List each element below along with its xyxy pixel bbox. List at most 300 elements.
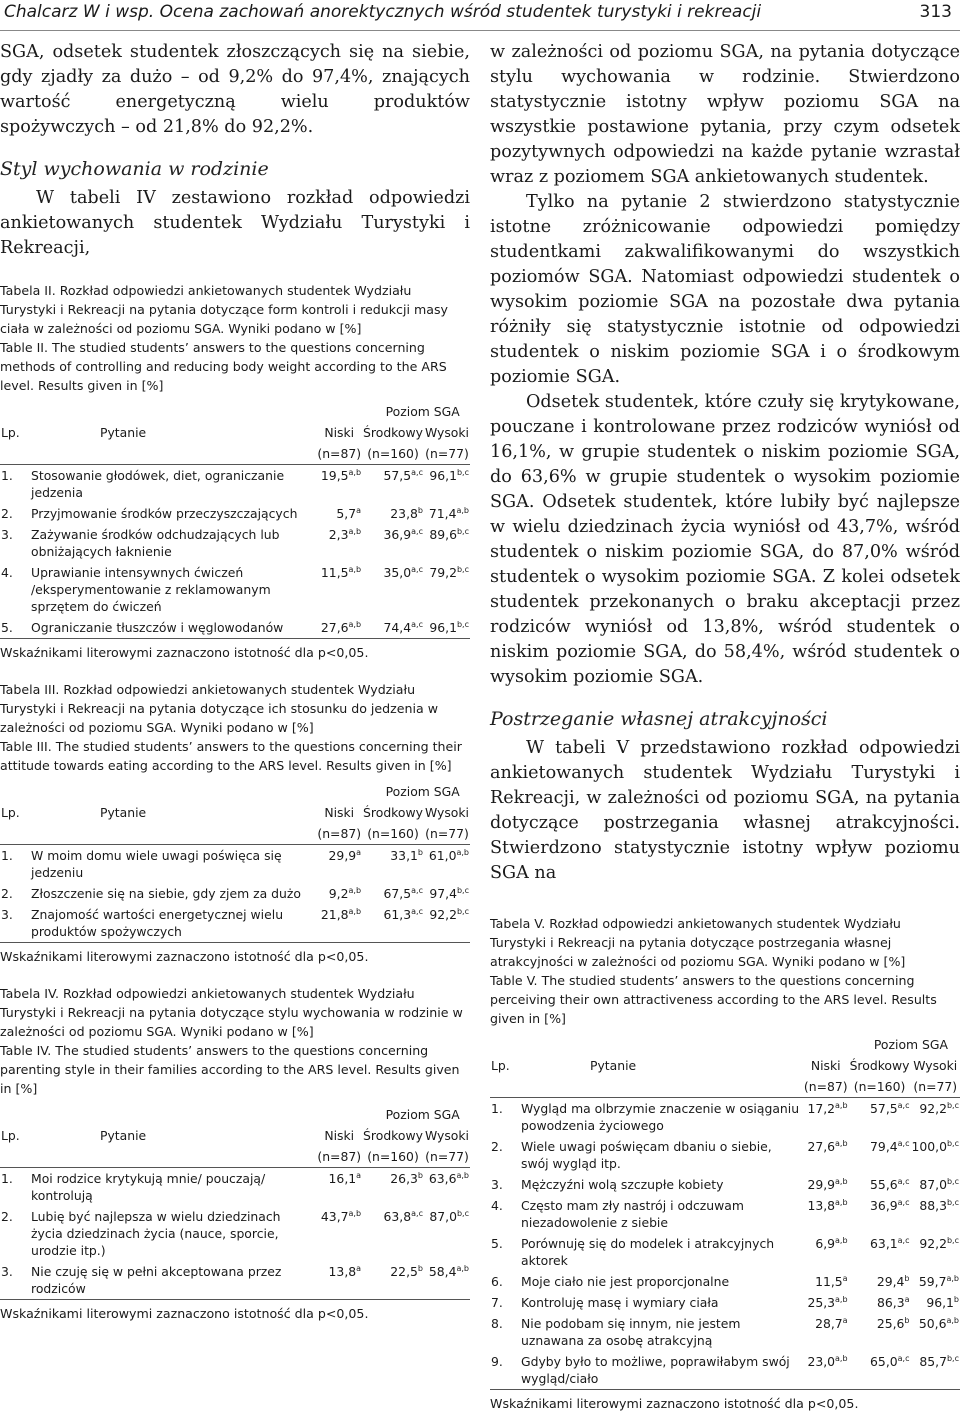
table-row [0,1168,470,1207]
row-question: Stosowanie głodówek, diet, ograniczanie jedzenia [31,468,285,500]
col-header-n-niski: (n=87) [317,446,362,461]
cell-value: 67,5 [383,886,412,901]
table-row [490,1351,960,1390]
significance-mark: b,c [946,1138,959,1148]
col-header-n-srodkowy: (n=160) [367,826,419,841]
cell-value: 27,6 [320,620,349,635]
cell-srodkowy [362,503,424,524]
cell-srodkowy [849,1195,911,1233]
col-header-niski: Niski [324,1128,355,1143]
table-header-row [0,1104,470,1125]
cell-wysoki [424,562,470,617]
cell-value: 29,4 [876,1274,905,1289]
row-number: 3. [1,527,13,542]
cell-niski [803,1313,849,1351]
cell-value: 17,2 [807,1101,836,1116]
cell-srodkowy [849,1351,911,1390]
significance-mark: b,c [946,1353,959,1363]
significance-mark: a,c [411,906,423,916]
cell-wysoki [910,1098,960,1137]
col-header-n-srodkowy: (n=160) [853,1079,906,1094]
cell-value: 13,8 [807,1198,836,1213]
cell-wysoki [424,465,470,504]
row-number: 6. [491,1274,503,1289]
significance-mark: a,b [946,1315,959,1325]
significance-mark: a,b [456,1263,469,1273]
row-number: 3. [491,1177,503,1192]
table-row [0,845,470,884]
cell-niski [316,883,362,904]
cell-value: 29,9 [328,848,357,863]
cell-niski [803,1233,849,1271]
cell-value: 63,8 [383,1209,412,1224]
significance-mark: a,c [897,1197,910,1207]
table-row [0,617,470,639]
significance-mark: a,c [897,1353,910,1363]
cell-value: 96,1 [429,468,457,483]
cell-niski [803,1351,849,1390]
significance-mark: b,c [456,619,469,629]
cell-value: 50,6 [918,1316,947,1331]
cell-value: 36,9 [383,527,412,542]
cell-value: 61,3 [383,907,412,922]
significance-mark: a,b [456,847,469,857]
table-3-caption-en: Table III. The studied students’ answers to the questions concerning their attitude towards eating according to the ARS level. Results given in [%] [0,739,462,773]
cell-wysoki [424,845,470,884]
cell-value: 21,8 [320,907,349,922]
cell-value: 79,4 [870,1139,898,1154]
cell-value: 11,5 [320,565,349,580]
cell-niski [316,1168,362,1207]
col-header-n-wysoki: (n=77) [425,446,469,461]
col-header-question: Pytanie [100,1128,147,1143]
row-question: Moje ciało nie jest proporcjonalne [521,1274,730,1289]
table-row [0,562,470,617]
cell-niski [316,845,362,884]
table-header-row [490,1034,960,1055]
table-row [490,1233,960,1271]
table-4-caption-en: Table IV. The studied students’ answers to the questions concerning parenting style in their families according to the ARS level. Results given in [%] [0,1043,460,1096]
table-4-block [0,984,470,1321]
col-header-wysoki: Wysoki [913,1058,958,1073]
row-question: Lubię być najlepsza w wielu dziedzinach życia dziedzinach życia (nauce, sporcie, urodzie itp.) [31,1209,281,1258]
cell-value: 36,9 [870,1198,898,1213]
cell-value: 63,1 [870,1236,898,1251]
row-number: 7. [491,1295,503,1310]
cell-niski [316,562,362,617]
cell-value: 87,0 [429,1209,457,1224]
col-header-lp: Lp. [1,805,20,820]
cell-srodkowy [362,1261,424,1300]
significance-mark: a,c [411,619,423,629]
table-3-note: Wskaźnikami literowymi zaznaczono istotność dla p<0,05. [0,949,369,964]
row-number: 5. [491,1236,503,1251]
cell-value: 58,4 [428,1264,457,1279]
cell-value: 86,3 [876,1295,905,1310]
right-paragraph-2: Tylko na pytanie 2 stwierdzono statystycznie istotne zróżnicowanie odpowiedzi pomiędzy studentkami zakwalifikowanymi do wszystkich poziomów SGA. Natomiast odpowiedzi studentek o wysokim poziomie SGA na pozostałe dwa pytania różniły się statystycznie istotnie od odpowiedzi studentek o niskim poziomie SGA i o środkowym poziomie SGA. [490,192,960,387]
col-header-srodkowy: Środkowy [363,805,423,820]
significance-mark: a [356,1170,362,1180]
cell-value: 97,4 [429,886,457,901]
cell-srodkowy [362,1168,424,1207]
table-row [0,465,470,504]
running-header [0,0,960,31]
cell-value: 5,7 [336,506,357,521]
significance-mark: b [904,1273,910,1283]
table-row [490,1195,960,1233]
significance-mark: b,c [946,1176,959,1186]
cell-wysoki [910,1351,960,1390]
table-4-note: Wskaźnikami literowymi zaznaczono istotność dla p<0,05. [0,1306,369,1321]
cell-niski [803,1271,849,1292]
table-header-row [0,781,470,802]
significance-mark: a,b [348,1208,362,1218]
col-header-wysoki: Wysoki [424,805,469,820]
col-header-niski: Niski [324,425,355,440]
significance-mark: b,c [456,526,469,536]
row-question: Zażywanie środków odchudzających lub obniżających łaknienie [31,527,280,559]
cell-value: 74,4 [383,620,412,635]
col-header-n-wysoki: (n=77) [425,1149,469,1164]
table-4-caption-pl: Tabela IV. Rozkład odpowiedzi ankietowanych studentek Wydziału Turystyki i Rekreacji na pytania dotyczące stylu wychowania w rodzinie w zależności od poziomu SGA. Wyniki podano w [%] [0,986,463,1039]
significance-mark: b,c [456,906,469,916]
table-2-caption-pl: Tabela II. Rozkład odpowiedzi ankietowanych studentek Wydziału Turystyki i Rekreacji na pytania dotyczące form kontroli i redukcji masy ciała w zależności od poziomu SGA. Wyniki podano w [%] [0,283,448,336]
cell-srodkowy [362,524,424,562]
cell-value: 61,0 [428,848,457,863]
left-column [0,40,470,1321]
cell-srodkowy [849,1292,911,1313]
row-question: W moim domu wiele uwagi poświęca się jedzeniu [31,848,282,880]
cell-value: 96,1 [429,620,457,635]
cell-wysoki [910,1271,960,1292]
table-2-block [0,281,470,660]
row-number: 4. [1,565,13,580]
significance-mark: b,c [946,1235,959,1245]
cell-value: 57,5 [383,468,412,483]
significance-mark: a,c [411,885,423,895]
cell-value: 6,9 [815,1236,836,1251]
cell-niski [803,1195,849,1233]
significance-mark: a,c [897,1138,910,1148]
table-row [490,1174,960,1195]
cell-value: 13,8 [328,1264,357,1279]
section-title-attractiveness: Postrzeganie własnej atrakcyjności [490,708,828,730]
row-number: 1. [1,468,13,483]
col-header-lp: Lp. [1,1128,20,1143]
significance-mark: a,b [348,885,362,895]
col-header-srodkowy: Środkowy [363,1128,423,1143]
table-4 [0,1104,470,1300]
cell-value: 28,7 [815,1316,843,1331]
col-header-n-niski: (n=87) [317,1149,362,1164]
significance-mark: a,b [835,1197,848,1207]
table-3-block [0,680,470,964]
significance-mark: a,c [411,467,423,477]
table-row [490,1292,960,1313]
cell-srodkowy [849,1271,911,1292]
col-header-n-srodkowy: (n=160) [367,446,419,461]
cell-wysoki [424,1261,470,1300]
col-header-n-niski: (n=87) [803,1079,848,1094]
significance-mark: a,b [348,564,362,574]
cell-value: 23,0 [807,1354,836,1369]
cell-value: 22,5 [390,1264,418,1279]
row-number: 1. [1,1171,13,1186]
significance-mark: a,b [348,619,362,629]
significance-mark: a [904,1294,910,1304]
cell-wysoki [424,524,470,562]
right-column [490,40,960,1411]
cell-value: 33,1 [390,848,418,863]
table-row [490,1136,960,1174]
cell-niski [316,617,362,639]
cell-srodkowy [849,1233,911,1271]
table-row [0,524,470,562]
cell-niski [316,1261,362,1300]
col-header-sga-level: Poziom SGA [385,784,460,799]
row-number: 9. [491,1354,503,1369]
cell-srodkowy [362,904,424,943]
cell-value: 55,6 [870,1177,898,1192]
left-paragraph-2: W tabeli IV zestawiono rozkład odpowiedzi ankietowanych studentek Wydziału Turystyki i Rekreacji, [0,188,470,258]
cell-wysoki [424,617,470,639]
cell-value: 87,0 [919,1177,947,1192]
cell-srodkowy [362,1206,424,1261]
col-header-n-niski: (n=87) [317,826,362,841]
table-row [0,1261,470,1300]
cell-value: 71,4 [428,506,457,521]
cell-value: 35,0 [383,565,412,580]
col-header-question: Pytanie [100,425,147,440]
row-number: 5. [1,620,13,635]
significance-mark: b [904,1315,910,1325]
table-row [490,1313,960,1351]
significance-mark: a,c [897,1176,910,1186]
cell-value: 96,1 [926,1295,954,1310]
right-paragraph-4: W tabeli V przedstawiono rozkład odpowiedzi ankietowanych studentek Wydziału Turystyki i Rekreacji, w zależności od poziomu SGA, na pytania dotyczące postrzegania własnej atrakcyjności. Stwierdzono statystycznie istotny wpływ poziomu SGA na [490,738,960,883]
cell-srodkowy [849,1313,911,1351]
table-5-caption-en: Table V. The studied students’ answers to the questions concerning perceiving their own attractiveness according to the ARS level. Results given in [%] [490,973,937,1026]
cell-wysoki [910,1136,960,1174]
row-number: 2. [491,1139,503,1154]
significance-mark: b [953,1294,959,1304]
cell-value: 59,7 [918,1274,947,1289]
row-question: Moi rodzice krytykują mnie/ pouczają/ kontrolują [31,1171,266,1203]
significance-mark: a,b [456,1170,469,1180]
cell-value: 92,2 [429,907,457,922]
cell-value: 57,5 [870,1101,898,1116]
significance-mark: a,b [348,526,362,536]
cell-value: 88,3 [919,1198,947,1213]
col-header-sga-level: Poziom SGA [385,1107,460,1122]
row-question: Ograniczanie tłuszczów i węglowodanów [31,620,284,635]
row-number: 1. [491,1101,503,1116]
row-question: Nie podobam się innym, nie jestem uznawana za osobę atrakcyjną [521,1316,741,1348]
significance-mark: a,c [897,1235,910,1245]
table-5-block [490,914,960,1411]
table-row [0,503,470,524]
cell-wysoki [424,883,470,904]
cell-srodkowy [362,617,424,639]
significance-mark: b [417,505,423,515]
row-question: Wiele uwagi poświęcam dbaniu o siebie, swój wygląd itp. [521,1139,772,1171]
row-number: 2. [1,1209,13,1224]
col-header-n-wysoki: (n=77) [913,1079,958,1094]
significance-mark: a,b [835,1100,848,1110]
table-row [490,1271,960,1292]
cell-wysoki [910,1195,960,1233]
significance-mark: a [356,505,362,515]
row-question: Mężczyźni wolą szczupłe kobiety [521,1177,724,1192]
significance-mark: a [356,1263,362,1273]
significance-mark: b,c [456,885,469,895]
cell-wysoki [424,904,470,943]
cell-niski [316,524,362,562]
cell-value: 25,3 [807,1295,836,1310]
col-header-wysoki: Wysoki [424,425,469,440]
row-question: Uprawianie intensywnych ćwiczeń /eksperymentowanie z reklamowanym sprzętem do ćwiczeń [31,565,271,614]
col-header-n-srodkowy: (n=160) [367,1149,419,1164]
col-header-lp: Lp. [491,1058,510,1073]
significance-mark: a,c [411,526,423,536]
significance-mark: a,c [897,1100,910,1110]
cell-niski [803,1098,849,1137]
cell-niski [803,1292,849,1313]
cell-niski [316,1206,362,1261]
table-3-caption-pl: Tabela III. Rozkład odpowiedzi ankietowanych studentek Wydziału Turystyki i Rekreacji na pytania dotyczące ich stosunku do jedzenia w zależności od poziomu SGA. Wyniki podano w [%] [0,682,439,735]
row-question: Przyjmowanie środków przeczyszczających [31,506,298,521]
col-header-niski: Niski [810,1058,841,1073]
table-row [490,1098,960,1137]
row-number: 2. [1,506,13,521]
row-number: 3. [1,1264,13,1279]
col-header-n-wysoki: (n=77) [425,826,469,841]
cell-value: 85,7 [919,1354,947,1369]
cell-value: 79,2 [429,565,457,580]
cell-srodkowy [362,562,424,617]
cell-srodkowy [849,1136,911,1174]
cell-wysoki [910,1174,960,1195]
significance-mark: a,b [835,1138,848,1148]
significance-mark: a,b [835,1353,848,1363]
row-number: 3. [1,907,13,922]
significance-mark: b,c [946,1100,959,1110]
table-header-row [0,401,470,422]
cell-value: 43,7 [320,1209,349,1224]
row-number: 2. [1,886,13,901]
significance-mark: b [417,1263,423,1273]
row-question: Często mam zły nastrój i odczuwam niezadowolenie z siebie [521,1198,744,1230]
cell-srodkowy [362,465,424,504]
cell-value: 11,5 [815,1274,843,1289]
col-header-question: Pytanie [590,1058,637,1073]
row-question: Znajomość wartości energetycznej wielu produktów spożywczych [31,907,284,939]
significance-mark: a,c [411,1208,423,1218]
significance-mark: b [417,847,423,857]
significance-mark: b,c [456,467,469,477]
page-number: 313 [919,2,952,22]
cell-wysoki [910,1233,960,1271]
significance-mark: b,c [456,564,469,574]
significance-mark: a,c [411,564,423,574]
cell-wysoki [424,1168,470,1207]
row-number: 1. [1,848,13,863]
cell-value: 89,6 [429,527,457,542]
cell-value: 23,8 [390,506,418,521]
cell-value: 92,2 [919,1101,947,1116]
table-5 [490,1034,960,1390]
col-header-wysoki: Wysoki [424,1128,469,1143]
col-header-niski: Niski [324,805,355,820]
table-5-note: Wskaźnikami literowymi zaznaczono istotność dla p<0,05. [490,1396,859,1411]
cell-wysoki [424,1206,470,1261]
cell-wysoki [910,1313,960,1351]
cell-wysoki [424,503,470,524]
cell-value: 100,0 [911,1139,947,1154]
col-header-sga-level: Poziom SGA [385,404,460,419]
significance-mark: b [417,1170,423,1180]
col-header-lp: Lp. [1,425,20,440]
row-question: Wygląd ma olbrzymie znaczenie w osiąganiu powodzenia życiowego [521,1101,800,1133]
right-paragraph-3: Odsetek studentek, które czuły się krytykowane, pouczane i kontrolowane przez rodziców wyniósł od 16,1%, w grupie studentek o niskim poziomie SGA, do 63,6% w grupie studentek o wysokim poziomie SGA. Odsetek studentek, które lubiły być najlepsze w wielu dziedzinach życia wyniósł od 43,7%, wśród studentek o niskim poziomie SGA, do 87,0% wśród studentek o wysokim poziomie SGA. Z kolei odsetek studentek przekonanych o braku akceptacji przez rodziców wyniósł od 13,8%, wśród studentek o niskim poziomie SGA, do 58,4%, wśród studentek o wysokim poziomie SGA. [490,392,960,687]
significance-mark: a [356,847,362,857]
cell-value: 92,2 [919,1236,947,1251]
significance-mark: a,b [456,505,469,515]
table-2-caption-en: Table II. The studied students’ answers to the questions concerning methods of controlling and reducing body weight according to the ARS level. Results given in [%] [0,340,447,393]
cell-srodkowy [849,1098,911,1137]
cell-srodkowy [362,883,424,904]
cell-value: 27,6 [807,1139,836,1154]
cell-value: 65,0 [870,1354,898,1369]
col-header-srodkowy: Środkowy [363,425,423,440]
significance-mark: a,b [348,467,362,477]
significance-mark: a [842,1315,848,1325]
col-header-question: Pytanie [100,805,147,820]
cell-value: 63,6 [428,1171,457,1186]
col-header-sga-level: Poziom SGA [873,1037,948,1052]
cell-value: 25,6 [876,1316,905,1331]
cell-niski [316,503,362,524]
significance-mark: b,c [456,1208,469,1218]
significance-mark: a,b [348,906,362,916]
row-question: Nie czuję się w pełni akceptowana przez rodziców [31,1264,282,1296]
cell-niski [803,1174,849,1195]
cell-value: 29,9 [807,1177,836,1192]
row-question: Porównuję się do modelek i atrakcyjnych aktorek [521,1236,775,1268]
significance-mark: a,b [946,1273,959,1283]
row-number: 4. [491,1198,503,1213]
significance-mark: a,b [835,1235,848,1245]
significance-mark: a,b [835,1294,848,1304]
row-number: 8. [491,1316,503,1331]
cell-value: 9,2 [328,886,349,901]
table-2-note: Wskaźnikami literowymi zaznaczono istotność dla p<0,05. [0,645,369,660]
cell-value: 19,5 [320,468,349,483]
cell-value: 16,1 [328,1171,357,1186]
table-3 [0,781,470,943]
row-question: Kontroluję masę i wymiary ciała [521,1295,719,1310]
cell-value: 2,3 [328,527,349,542]
row-question: Złoszczenie się na siebie, gdy zjem za dużo [31,886,301,901]
significance-mark: a [842,1273,848,1283]
significance-mark: a,b [835,1176,848,1186]
cell-niski [316,904,362,943]
table-row [0,904,470,943]
left-paragraph-1: SGA, odsetek studentek złoszczących się na siebie, gdy zjadły za dużo – od 9,2% do 97,4%, znających wartość energetyczną wielu produktów spożywczych – od 21,8% do 92,2%. [0,42,470,137]
col-header-srodkowy: Środkowy [849,1058,910,1073]
table-row [0,883,470,904]
cell-srodkowy [362,845,424,884]
